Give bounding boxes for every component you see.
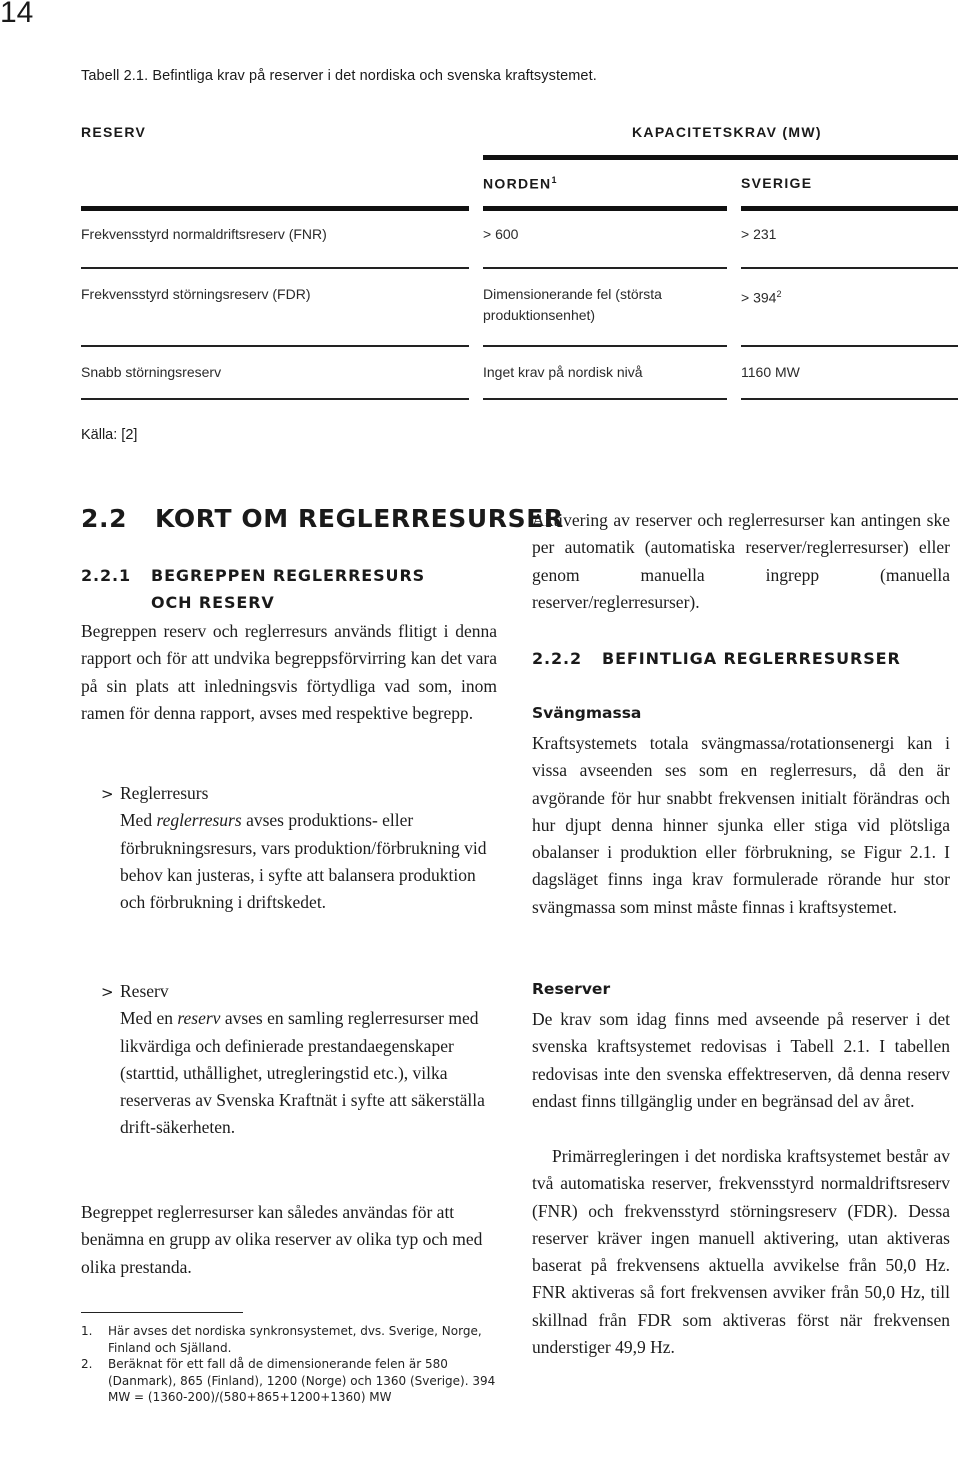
table-header-reserve: RESERV — [81, 124, 147, 140]
norden-label: NORDEN — [483, 175, 552, 192]
bullet-2-post: avses en samling reglerresurser med likvärdiga och definierade prestandaegenskaper (starttid, uthållighet, utregleringstid etc.), vilka reserveras av Svenska Kraftnät i syfte att säkerställa drift-säkerheten. — [120, 1008, 485, 1138]
reserver-paragraph-1: De krav som idag finns med avseende på reserver i det svenska kraftsystemet redovisas i Tabell 2.1. I tabellen redovisas inte den svenska effektreserven, då denna reserv endast finns tillgänglig under en begränsad del av året. — [532, 1009, 950, 1111]
table-rule-header-col2 — [483, 206, 727, 211]
table-source: Källa: [2] — [81, 427, 138, 443]
table-rule-row2-col1 — [81, 345, 469, 347]
footnote-2-number: 2. — [81, 1357, 93, 1371]
section-heading — [81, 504, 564, 533]
bullet-2-pre: Med en — [120, 1008, 178, 1029]
bullet-2-marker — [101, 978, 121, 1006]
row-2-sverige-value: > 394 — [741, 289, 777, 306]
closing-paragraph: Begreppet reglerresurser kan således användas för att benämna en grupp av olika reserver av olika typ och med olika prestanda. — [81, 1202, 483, 1277]
footnote-2-text: Beräknat för ett fall då de dimensionerande felen är 580 (Danmark), 865 (Finland), 1200 (Norge) och 1360 (Sverige). 394 MW = (1360-200)/(580+865+1200+1360) MW — [108, 1357, 496, 1404]
footnote-rule — [81, 1312, 243, 1313]
subsection-title-line1: BEGREPPEN REGLERRESURS — [151, 566, 426, 585]
subsection-title-line2: OCH RESERV — [151, 593, 275, 612]
table-rule-header-col1 — [81, 206, 469, 211]
table-rule-row3-col2 — [483, 398, 727, 400]
table-row-2-norden: Dimensionerande fel (största produktionsenhet) — [483, 286, 662, 323]
table-rule-row2-col2 — [483, 345, 727, 347]
bullet-2 — [120, 978, 498, 1142]
svangmassa-paragraph: Kraftsystemets totala svängmassa/rotationsenergi kan i vissa avseenden ses som en reglerresurs, då den är avgörande för hur snabbt frekvensen initialt förändras och hur djupt denna hinner sjunka eller stiga vid plötsliga obalanser i produktion eller förbrukning, se Figur 2.1. I dagsläget finns inga krav formulerade rörande hur stor svängmassa som minst måste finnas i kraftsystemet. — [532, 733, 950, 917]
page-number: 14 — [0, 0, 34, 29]
table-header-capacity: KAPACITETSKRAV (MW) — [632, 124, 822, 140]
bullet-2-term: reserv — [177, 1008, 221, 1029]
table-row-1-name: Frekvensstyrd normaldriftsreserv (FNR) — [81, 226, 327, 242]
table-row-2-name: Frekvensstyrd störningsreserv (FDR) — [81, 286, 311, 302]
bullet-1 — [120, 780, 496, 916]
row-2-footnote-ref: 2 — [776, 289, 782, 299]
bullet-1-title: Reglerresurs — [120, 783, 209, 803]
heading-svangmassa: Svängmassa — [532, 704, 642, 722]
norden-footnote-ref: 1 — [551, 175, 557, 185]
table-rule-row1-col3 — [741, 267, 958, 269]
bullet-2-body — [120, 1005, 498, 1141]
reserver-paragraph-2: Primärregleringen i det nordiska kraftsystemet består av två automatiska reserver, frekvensstyrd normaldriftsreserv (FNR) och frekvensstyrd störningsreserv (FDR). Dessa reserver kräver ingen manuell aktivering, utan aktiveras baserat på frekvensens aktuella avvikelse från 50,0 Hz. FNR aktiveras så fort frekvensen avviker från 50,0 Hz, till skillnad från FDR som aktiveras först när frekvensen understiger 49,9 Hz. — [532, 1146, 950, 1358]
table-rule-capacity — [483, 155, 958, 160]
table-row-1-norden: > 600 — [483, 226, 519, 242]
heading-reserver: Reserver — [532, 980, 611, 998]
table-row-3-sverige: 1160 MW — [741, 364, 800, 380]
table-rule-row1-col2 — [483, 267, 727, 269]
table-rule-row1-col1 — [81, 267, 469, 269]
table-rule-row3-col1 — [81, 398, 469, 400]
bullet-2-title: Reserv — [120, 981, 169, 1001]
bullet-1-term: reglerresurs — [156, 810, 242, 831]
table-rule-row2-col3 — [741, 345, 958, 347]
subsection-number: 2.2.1 — [81, 566, 132, 585]
subsection-heading-2-2-2 — [532, 645, 901, 672]
subsection-number-2-2-2: 2.2.2 — [532, 649, 583, 668]
subsection-heading-2-2-1 — [81, 562, 425, 616]
intro-paragraph: Begreppen reserv och reglerresurs används flitigt i denna rapport och för att undvika begreppsförvirring kan det vara på sin plats att inledningsvis förtydliga vad som, inom ramen för denna rapport, avses med respektive begrepp. — [81, 621, 497, 723]
table-row-1-sverige: > 231 — [741, 226, 777, 242]
activation-paragraph: Aktivering av reserver och reglerresurser kan antingen ske per automatik (automatiska reserver/reglerresurser) eller genom manuella ingrepp (manuella reserver/reglerresurser). — [532, 510, 950, 612]
section-title: KORT OM REGLERRESURSER — [155, 504, 564, 533]
section-number: 2.2 — [81, 504, 128, 533]
bullet-1-post: avses produktions- eller förbrukningsresurs, vars produktion/förbrukning vid behov kan justeras, i syfte att balansera produktion och förbrukning i driftskedet. — [120, 810, 487, 913]
bullet-2-marker-glyph: > — [101, 983, 114, 1001]
footnote-1-text: Här avses det nordiska synkronsystemet, dvs. Sverige, Norge, Finland och Själland. — [108, 1324, 482, 1355]
table-header-norden — [483, 175, 557, 192]
table-rule-row3-col3 — [741, 398, 958, 400]
table-row-3-norden: Inget krav på nordisk nivå — [483, 364, 643, 380]
table-row-3-name: Snabb störningsreserv — [81, 364, 222, 380]
table-caption: Tabell 2.1. Befintliga krav på reserver i det nordiska och svenska kraftsystemet. — [81, 68, 597, 84]
bullet-1-body — [120, 807, 496, 916]
footnote-1-number: 1. — [81, 1324, 93, 1338]
table-header-sverige: SVERIGE — [741, 175, 813, 191]
bullet-1-marker-glyph: > — [101, 785, 114, 803]
bullet-1-marker — [101, 780, 121, 808]
subsection-title-2-2-2: BEFINTLIGA REGLERRESURSER — [602, 649, 901, 668]
table-row-2-sverige — [741, 284, 951, 309]
bullet-1-pre: Med — [120, 810, 157, 831]
table-rule-header-col3 — [741, 206, 958, 211]
